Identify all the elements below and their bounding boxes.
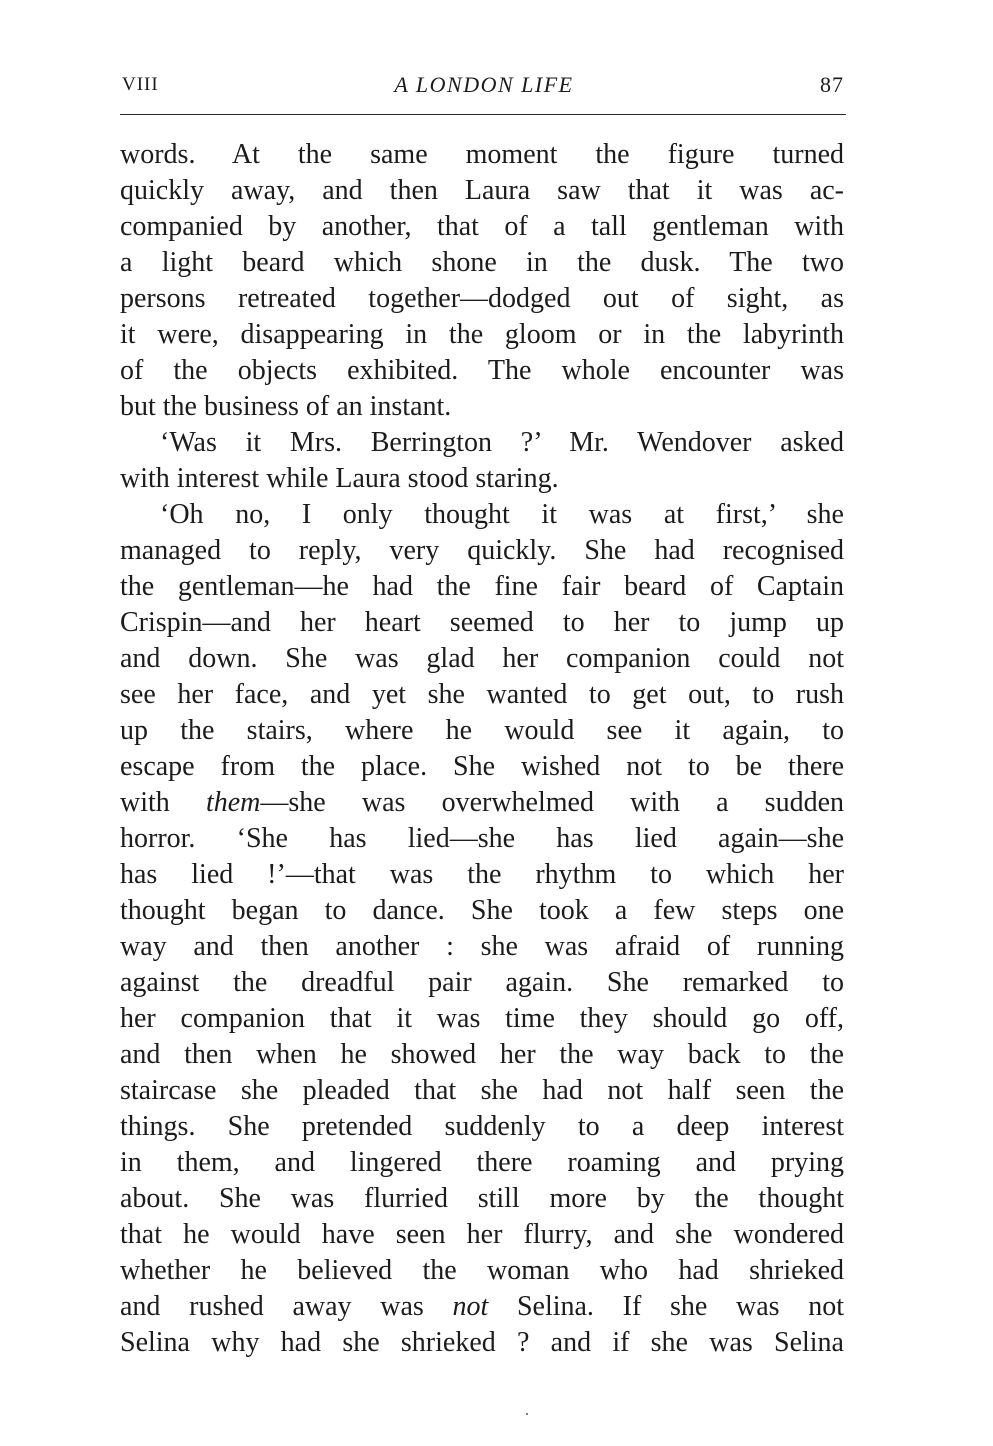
text-line: with interest while Laura stood staring. — [120, 463, 559, 494]
text-line: but the business of an instant. — [120, 391, 452, 422]
text-line: about. She was flurried still more by the thought — [120, 1183, 844, 1214]
text-line: way and then another : she was afraid of running — [120, 931, 844, 962]
body-text — [120, 137, 844, 1361]
text-line: whether he believed the woman who had shrieked — [120, 1255, 844, 1286]
text-line: in them, and lingered there roaming and prying — [120, 1147, 844, 1178]
text-line — [120, 1289, 844, 1325]
text-line: things. She pretended suddenly to a deep interest — [120, 1111, 844, 1142]
text-line: thought began to dance. She took a few steps one — [120, 895, 844, 926]
text-line: that he would have seen her flurry, and she wondered — [120, 1219, 844, 1250]
text-line: words. At the same moment the figure turned — [120, 139, 844, 170]
emphasis-text: not — [452, 1291, 489, 1322]
text-line: ‘Was it Mrs. Berrington ?’ Mr. Wendover asked — [160, 427, 844, 458]
text-segment: with — [120, 787, 206, 818]
text-line: staircase she pleaded that she had not half seen the — [120, 1075, 844, 1106]
text-segment: Selina. If she was not — [488, 1291, 844, 1322]
text-line: against the dreadful pair again. She remarked to — [120, 967, 844, 998]
text-line: of the objects exhibited. The whole encounter was — [120, 355, 844, 386]
text-line: it were, disappearing in the gloom or in the labyrinth — [120, 319, 844, 350]
text-line — [120, 785, 844, 821]
print-speck — [526, 1413, 528, 1415]
text-segment: and rushed away was — [120, 1291, 453, 1322]
text-line: companied by another, that of a tall gentleman with — [120, 211, 844, 242]
running-header — [122, 68, 846, 104]
chapter-number: VIII — [122, 74, 159, 95]
text-line: her companion that it was time they should go off, — [120, 1003, 844, 1034]
text-line: see her face, and yet she wanted to get out, to rush — [120, 679, 844, 710]
text-line: escape from the place. She wished not to be there — [120, 751, 844, 782]
text-line: ‘Oh no, I only thought it was at first,’ she — [160, 499, 844, 530]
text-line: up the stairs, where he would see it again, to — [120, 715, 844, 746]
text-line: and then when he showed her the way back to the — [120, 1039, 844, 1070]
text-line: a light beard which shone in the dusk. The two — [120, 247, 844, 278]
text-line: Crispin—and her heart seemed to her to jump up — [120, 607, 844, 638]
text-segment: —she was overwhelmed with a sudden — [260, 787, 844, 818]
running-title: A LONDON LIFE — [394, 72, 574, 97]
emphasis-text: them — [205, 787, 261, 818]
text-line: Selina why had she shrieked ? and if she was Selina — [120, 1327, 844, 1358]
text-line: and down. She was glad her companion could not — [120, 643, 844, 674]
text-line: has lied !’—that was the rhythm to which her — [120, 859, 844, 890]
text-line: horror. ‘She has lied—she has lied again—she — [120, 823, 844, 854]
text-line: persons retreated together—dodged out of sight, as — [120, 283, 844, 314]
header-rule — [120, 114, 846, 115]
page-number: 87 — [820, 72, 844, 97]
text-line: quickly away, and then Laura saw that it was ac- — [120, 175, 844, 206]
text-line: the gentleman—he had the fine fair beard of Captain — [120, 571, 844, 602]
text-line: managed to reply, very quickly. She had recognised — [120, 535, 844, 566]
